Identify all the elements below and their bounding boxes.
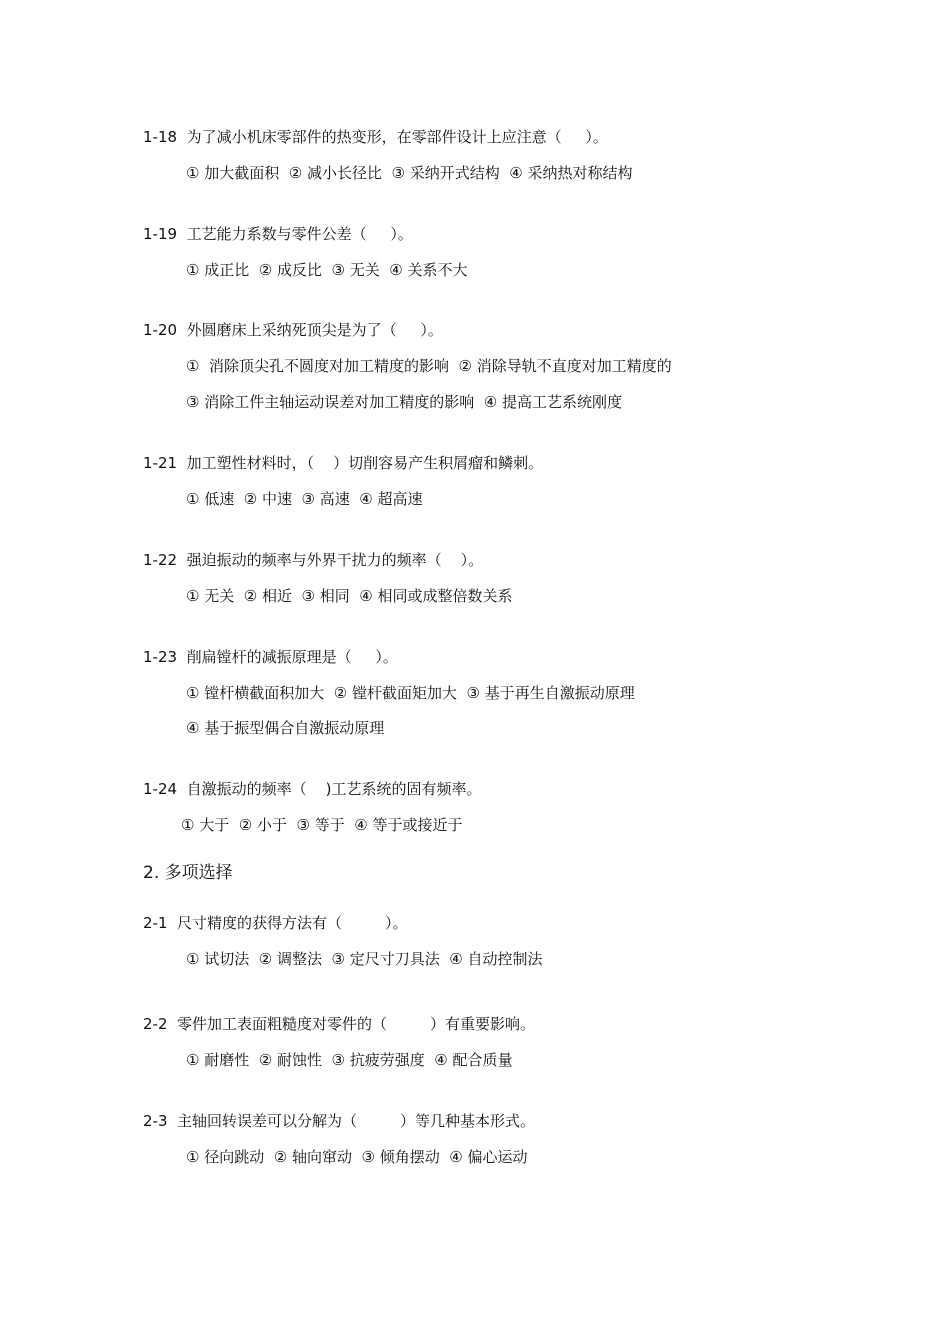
question-1-19-options: ① 成正比 ② 成反比 ③ 无关 ④ 关系不大 <box>186 261 468 279</box>
question-1-20-stem: 1-20 外圆磨床上采纳死顶尖是为了（ ）。 <box>143 321 443 339</box>
section-heading: 2. 多项选择 <box>143 863 233 883</box>
question-1-23-stem: 1-23 削扁镗杆的减振原理是（ ）。 <box>143 648 398 666</box>
question-1-18-stem: 1-18 为了减小机床零部件的热变形，在零部件设计上应注意（ ）。 <box>143 128 608 146</box>
question-2-1-options: ① 试切法 ② 调整法 ③ 定尺寸刀具法 ④ 自动控制法 <box>186 950 543 968</box>
question-1-20-options-line1: ① 消除顶尖孔不圆度对加工精度的影响 ② 消除导轨不直度对加工精度的 <box>186 357 672 375</box>
question-1-23-options-line2: ④ 基于振型偶合自激振动原理 <box>186 719 385 737</box>
question-2-2-options: ① 耐磨性 ② 耐蚀性 ③ 抗疲劳强度 ④ 配合质量 <box>186 1051 513 1069</box>
question-1-23-options-line1: ① 镗杆横截面积加大 ② 镗杆截面矩加大 ③ 基于再生自激振动原理 <box>186 684 635 702</box>
question-1-18-options: ① 加大截面积 ② 减小长径比 ③ 采纳开式结构 ④ 采纳热对称结构 <box>186 164 633 182</box>
question-1-24-options: ① 大于 ② 小于 ③ 等于 ④ 等于或接近于 <box>181 816 463 834</box>
question-1-22-stem: 1-22 强迫振动的频率与外界干扰力的频率（ ）。 <box>143 551 484 569</box>
question-1-21-options: ① 低速 ② 中速 ③ 高速 ④ 超高速 <box>186 490 423 508</box>
question-2-3-options: ① 径向跳动 ② 轴向窜动 ③ 倾角摆动 ④ 偏心运动 <box>186 1148 528 1166</box>
question-2-2-stem: 2-2 零件加工表面粗糙度对零件的（ ）有重要影响。 <box>143 1015 535 1033</box>
question-2-3-stem: 2-3 主轴回转误差可以分解为（ ）等几种基本形式。 <box>143 1112 535 1130</box>
question-1-24-stem: 1-24 自激振动的频率（ )工艺系统的固有频率。 <box>143 780 482 798</box>
question-1-21-stem: 1-21 加工塑性材料时，（ ）切削容易产生积屑瘤和鳞刺。 <box>143 454 544 472</box>
question-1-22-options: ① 无关 ② 相近 ③ 相同 ④ 相同或成整倍数关系 <box>186 587 513 605</box>
question-1-19-stem: 1-19 工艺能力系数与零件公差（ ）。 <box>143 225 413 243</box>
question-1-20-options-line2: ③ 消除工件主轴运动误差对加工精度的影响 ④ 提高工艺系统刚度 <box>186 393 622 411</box>
question-2-1-stem: 2-1 尺寸精度的获得方法有（ ）。 <box>143 914 408 932</box>
